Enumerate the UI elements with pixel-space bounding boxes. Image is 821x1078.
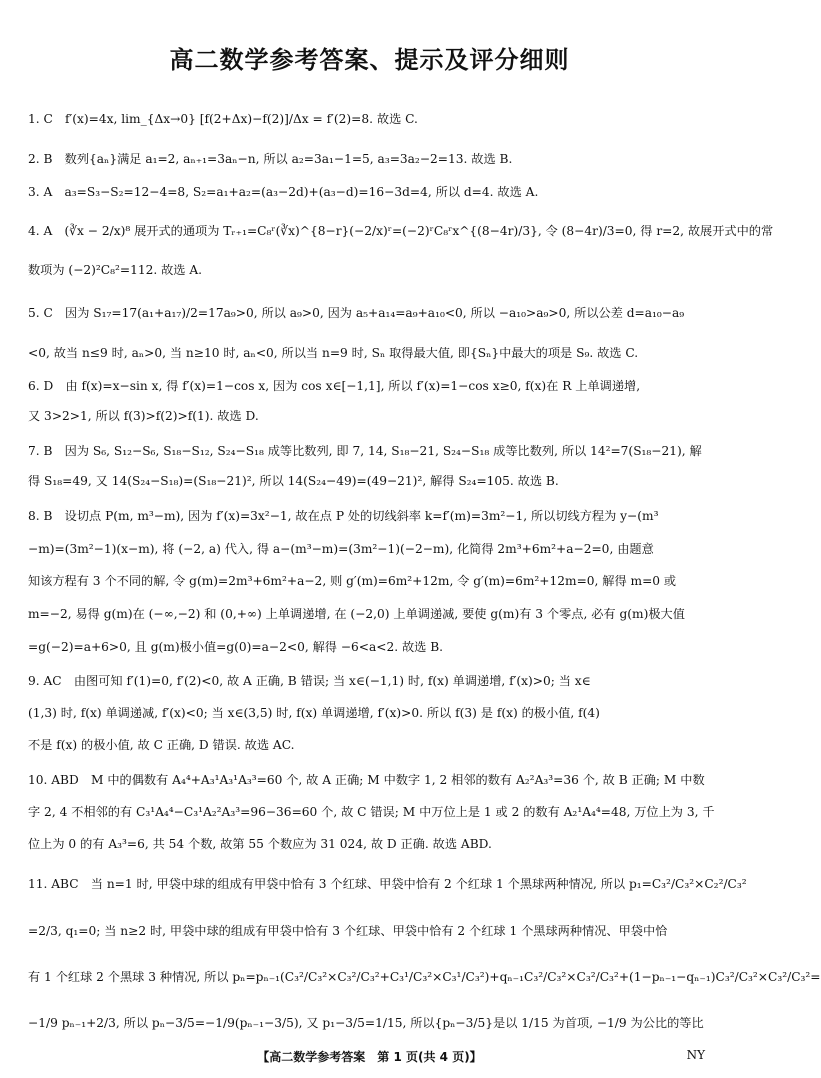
answer-line: 5. C 因为 S₁₇=17(a₁+a₁₇)/2=17a₉>0, 所以 a₉>0, 因为 a₅+a₁₄=a₉+a₁₀<0, 所以 −a₁₀>a₉>0, 所以公差 d=a₁₀−a₉ xyxy=(28,306,685,320)
answer-line: 得 S₁₈=49, 又 14(S₂₄−S₁₈)=(S₁₈−21)², 所以 14(S₂₄−49)=(49−21)², 解得 S₂₄=105. 故选 B. xyxy=(28,474,559,488)
answer-line: 8. B 设切点 P(m, m³−m), 因为 f′(x)=3x²−1, 故在点 P 处的切线斜率 k=f′(m)=3m²−1, 所以切线方程为 y−(m³ xyxy=(28,509,659,523)
answer-line: 9. AC 由图可知 f′(1)=0, f′(2)<0, 故 A 正确, B 错误; 当 x∈(−1,1) 时, f(x) 单调递增, f′(x)>0; 当 x∈ xyxy=(28,674,591,688)
answer-line: 11. ABC 当 n=1 时, 甲袋中球的组成有甲袋中恰有 3 个红球、甲袋中恰有 2 个红球 1 个黑球两种情况, 所以 p₁=C₃²/C₃²×C₂²/C₃² xyxy=(28,877,747,891)
answer-line: 3. A a₃=S₃−S₂=12−4=8, S₂=a₁+a₂=(a₃−2d)+(a₃−d)=16−3d=4, 所以 d=4. 故选 A. xyxy=(28,185,539,199)
answer-line: 又 3>2>1, 所以 f(3)>f(2)>f(1). 故选 D. xyxy=(28,409,259,423)
answer-line: (1,3) 时, f(x) 单调递减, f′(x)<0; 当 x∈(3,5) 时, f(x) 单调递增, f′(x)>0. 所以 f(3) 是 f(x) 的极小值, f(4) xyxy=(28,706,600,720)
answer-line: m=−2, 易得 g(m)在 (−∞,−2) 和 (0,+∞) 上单调递增, 在 (−2,0) 上单调递减, 要使 g(m)有 3 个零点, 必有 g(m)极大值 xyxy=(28,607,685,621)
answer-line: <0, 故当 n≤9 时, aₙ>0, 当 n≥10 时, aₙ<0, 所以当 n=9 时, Sₙ 取得最大值, 即{Sₙ}中最大的项是 S₉. 故选 C. xyxy=(28,346,639,360)
page-footer: 【高二数学参考答案 第 1 页(共 4 页)】 xyxy=(257,1050,482,1064)
answer-line: 不是 f(x) 的极小值, 故 C 正确, D 错误. 故选 AC. xyxy=(28,738,295,752)
answer-line: 知该方程有 3 个不同的解, 令 g(m)=2m³+6m²+a−2, 则 g′(m)=6m²+12m, 令 g′(m)=6m²+12m=0, 解得 m=0 或 xyxy=(28,574,677,588)
answer-line: −m)=(3m²−1)(x−m), 将 (−2, a) 代入, 得 a−(m³−m)=(3m²−1)(−2−m), 化简得 2m³+6m²+a−2=0, 由题意 xyxy=(28,542,654,556)
answer-line: 4. A (∛x − 2/x)⁸ 展开式的通项为 Tᵣ₊₁=C₈ʳ(∛x)^{8−r}(−2/x)ʳ=(−2)ʳC₈ʳx^{(8−4r)/3}, 令 (8−4r)/3=0, 得 r=2, 故展开式中的常 xyxy=(28,224,774,238)
answer-line: 有 1 个红球 2 个黑球 3 种情况, 所以 pₙ=pₙ₋₁(C₃²/C₃²×C₃²/C₃²+C₃¹/C₃²×C₃¹/C₃²)+qₙ₋₁C₃²/C₃²×C₃²/C₃²+(1−pₙ₋₁−qₙ₋₁)C₃²/C₃²×C₃²/C₃²= xyxy=(28,970,821,984)
answer-line: 数项为 (−2)²C₈²=112. 故选 A. xyxy=(28,263,203,277)
page-title: 高二数学参考答案、提示及评分细则 xyxy=(169,46,570,74)
answer-line: 1. C f′(x)=4x, lim_{Δx→0} [f(2+Δx)−f(2)]/Δx = f′(2)=8. 故选 C. xyxy=(28,112,418,126)
answer-line: =2/3, q₁=0; 当 n≥2 时, 甲袋中球的组成有甲袋中恰有 3 个红球、甲袋中恰有 2 个红球 1 个黑球两种情况、甲袋中恰 xyxy=(28,924,668,938)
footer-code: NY xyxy=(686,1048,705,1062)
answer-line: −1/9 pₙ₋₁+2/3, 所以 pₙ−3/5=−1/9(pₙ₋₁−3/5), 又 p₁−3/5=1/15, 所以{pₙ−3/5}是以 1/15 为首项, −1/9 为公比的等比 xyxy=(28,1016,704,1030)
answer-line: 字 2, 4 不相邻的有 C₃¹A₄⁴−C₃¹A₂²A₃³=96−36=60 个, 故 C 错误; M 中万位上是 1 或 2 的数有 A₂¹A₄⁴=48, 万位上为 3, 千 xyxy=(28,805,715,819)
answer-line: 位上为 0 的有 A₃³=6, 共 54 个数, 故第 55 个数应为 31 024, 故 D 正确. 故选 ABD. xyxy=(28,837,492,851)
answer-line: 7. B 因为 S₆, S₁₂−S₆, S₁₈−S₁₂, S₂₄−S₁₈ 成等比数列, 即 7, 14, S₁₈−21, S₂₄−S₁₈ 成等比数列, 所以 14²=7(S₁₈−21), 解 xyxy=(28,444,702,458)
answer-line: =g(−2)=a+6>0, 且 g(m)极小值=g(0)=a−2<0, 解得 −6<a<2. 故选 B. xyxy=(28,640,444,654)
answer-line: 10. ABD M 中的偶数有 A₄⁴+A₃¹A₃¹A₃³=60 个, 故 A 正确; M 中数字 1, 2 相邻的数有 A₂²A₃³=36 个, 故 B 正确; M 中数 xyxy=(28,773,705,787)
answer-line: 6. D 由 f(x)=x−sin x, 得 f′(x)=1−cos x, 因为 cos x∈[−1,1], 所以 f′(x)=1−cos x≥0, f(x)在 R 上单调递增, xyxy=(28,379,641,393)
answer-line: 2. B 数列{aₙ}满足 a₁=2, aₙ₊₁=3aₙ−n, 所以 a₂=3a₁−1=5, a₃=3a₂−2=13. 故选 B. xyxy=(28,152,513,166)
